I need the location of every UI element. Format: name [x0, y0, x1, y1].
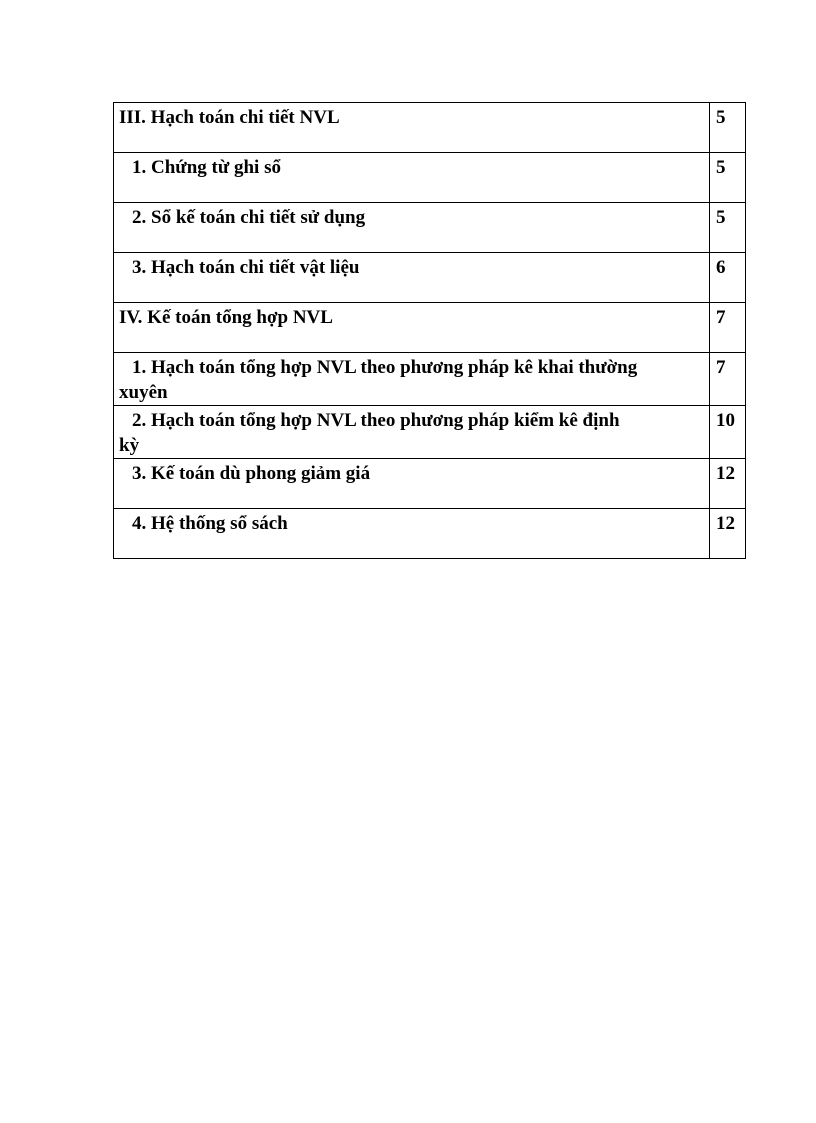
toc-entry-title: 4. Hệ thống sổ sách	[114, 509, 710, 559]
table-of-contents	[113, 102, 746, 559]
toc-entry-title-line2: kỳ	[119, 435, 140, 456]
toc-row-section-iv	[114, 303, 746, 353]
toc-entry-title	[114, 353, 710, 406]
toc-entry-title-line2: xuyên	[119, 382, 168, 403]
toc-entry-page: 5	[710, 103, 746, 153]
toc-row-iv-1	[114, 353, 746, 406]
toc-row-section-iii	[114, 103, 746, 153]
toc-row-iv-4	[114, 509, 746, 559]
toc-entry-page: 7	[710, 353, 746, 406]
toc-entry-page: 12	[710, 509, 746, 559]
toc-entry-title-line1	[119, 355, 704, 380]
toc-row-iii-1	[114, 153, 746, 203]
toc-entry-page: 10	[710, 406, 746, 459]
toc-entry-title: 3. Kế toán dù phong giảm giá	[114, 459, 710, 509]
toc-entry-title-line1: 2. Hạch toán tổng hợp NVL theo phương pháp kiểm kê định	[132, 410, 620, 431]
toc-entry-title: 2. Sổ kế toán chi tiết sử dụng	[114, 203, 710, 253]
toc-row-iv-3	[114, 459, 746, 509]
toc-row-iv-2	[114, 406, 746, 459]
toc-row-iii-3	[114, 253, 746, 303]
toc-entry-page: 5	[710, 153, 746, 203]
toc-entry-title: 1. Chứng từ ghi sổ	[114, 153, 710, 203]
toc-entry-page: 6	[710, 253, 746, 303]
toc-row-iii-2	[114, 203, 746, 253]
toc-entry-title-text: 1. Hạch toán tổng hợp NVL theo phương pháp kê khai thường	[132, 357, 638, 378]
toc-entry-title	[114, 406, 710, 459]
toc-entry-page: 7	[710, 303, 746, 353]
toc-entry-page: 12	[710, 459, 746, 509]
toc-entry-page: 5	[710, 203, 746, 253]
toc-entry-title: 3. Hạch toán chi tiết vật liệu	[114, 253, 710, 303]
toc-entry-title: III. Hạch toán chi tiết NVL	[114, 103, 710, 153]
toc-entry-title: IV. Kế toán tổng hợp NVL	[114, 303, 710, 353]
